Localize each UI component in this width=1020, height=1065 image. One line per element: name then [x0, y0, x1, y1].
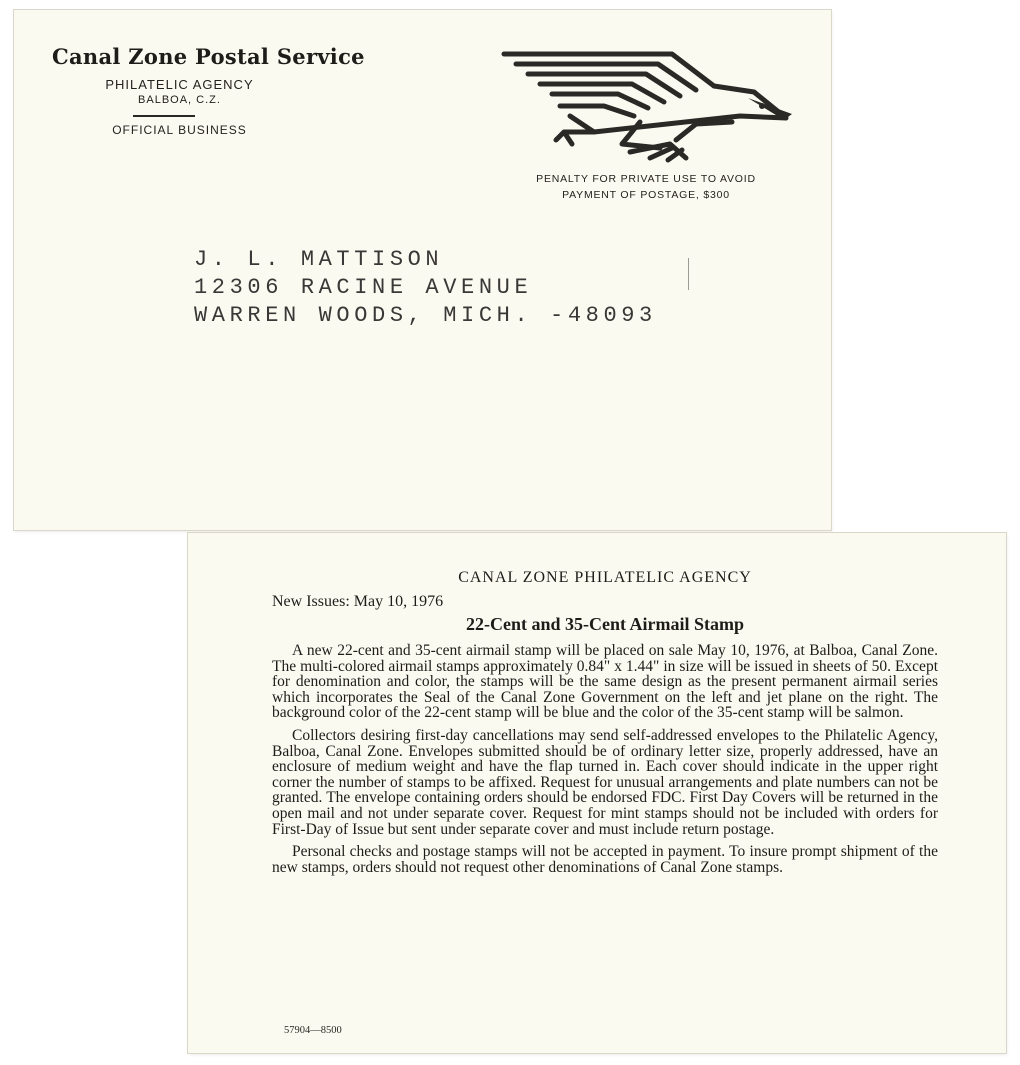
postcard-front [14, 10, 831, 530]
agency-location: BALBOA, C.Z. [138, 94, 221, 106]
postal-service-title: Canal Zone Postal Service [52, 44, 365, 69]
announcement [272, 569, 938, 875]
paragraph-stamp-description: A new 22-cent and 35-cent airmail stamp will be placed on sale May 10, 1976, at Balboa, Canal Zone. The multi-colored airmail stamps approximately 0.84" x 1.44" in size will be issued in sheets of 50. Except for denomination and color, the stamps will be the same design as the present permanent airmail series which incorporates the Seal of the Canal Zone Government on the left and jet plane on the right. The background color of the 22-cent stamp will be blue and the color of the 35-cent stamp will be salmon. [272, 642, 938, 722]
print-code: 57904—8500 [284, 1025, 342, 1036]
recipient-address [194, 246, 657, 330]
agency-name: PHILATELIC AGENCY [105, 77, 254, 92]
announcement-heading: CANAL ZONE PHILATELIC AGENCY [458, 569, 752, 586]
announcement-title: 22-Cent and 35-Cent Airmail Stamp [466, 614, 744, 634]
recipient-city: WARREN WOODS, MICH. -48093 [194, 303, 657, 328]
return-address-block [52, 44, 365, 137]
official-business-label: OFFICIAL BUSINESS [112, 123, 247, 137]
paragraph-payment: Personal checks and postage stamps will not be accepted in payment. To insure prompt shipment of the new stamps, orders should not request other denominations of Canal Zone stamps. [272, 843, 938, 876]
postcard-back [188, 533, 1006, 1053]
penalty-line-1: PENALTY FOR PRIVATE USE TO AVOID [536, 173, 756, 185]
penalty-line-2: PAYMENT OF POSTAGE, $300 [562, 189, 730, 201]
recipient-street: 12306 RACINE AVENUE [194, 275, 533, 300]
penalty-notice [506, 171, 786, 203]
recipient-name: J. L. MATTISON [194, 247, 444, 272]
eagle-emblem-icon [500, 48, 796, 168]
divider-rule [133, 115, 195, 117]
paragraph-first-day-covers: Collectors desiring first-day cancellations may send self-addressed envelopes to the Philatelic Agency, Balboa, Canal Zone. Envelopes submitted should be of ordinary letter size, properly addressed, have an enclosure of medium weight and have the flap turned in. Each cover should indicate in the upper right corner the number of stamps to be affixed. Request for unusual arrangements and plate numbers can not be granted. The envelope containing orders should be endorsed FDC. First Day Covers will be returned in the open mail and not under separate cover. Request for mint stamps should not be included with orders for First-Day of Issue but sent under separate cover and must include return postage. [272, 726, 938, 838]
issue-date-line: New Issues: May 10, 1976 [272, 593, 444, 610]
typewriter-mark [688, 258, 692, 290]
